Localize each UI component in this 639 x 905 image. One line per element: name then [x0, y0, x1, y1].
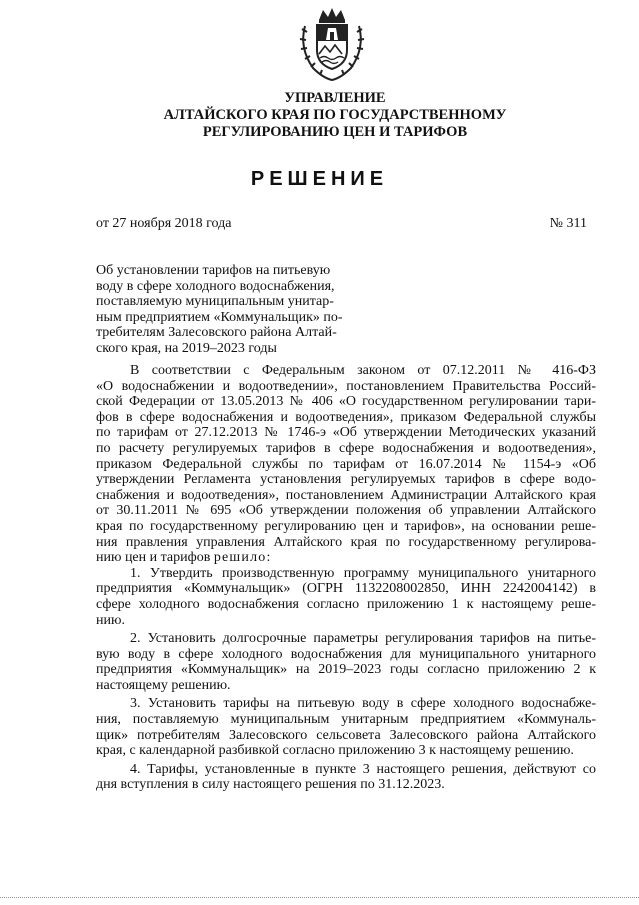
org-line: УПРАВЛЕНИЕ: [284, 90, 386, 106]
document-number: № 311: [549, 216, 587, 231]
preamble: [96, 363, 596, 566]
document-body: [96, 363, 596, 793]
organization-name: [100, 90, 570, 141]
subject-line: воду в сфере холодного водоснабжения,: [96, 278, 335, 294]
body-line: утверждении Регламента установления регулируемых тарифов в сфере водо-: [96, 472, 596, 488]
body-line: по тарифам от 27.12.2013 № 1746-э «Об утверждении Методических указаний: [96, 425, 596, 441]
body-line: фов в сфере водоснабжения и водоотведения», приказом Федеральной службы: [96, 409, 596, 425]
body-line: сфере холодного водоснабжения согласно приложению 1 к настоящему реше-: [96, 596, 596, 612]
item-2: [96, 631, 596, 693]
body-line: снабжения и водоотведения», постановлением Администрации Алтайского края: [96, 487, 596, 503]
org-line: АЛТАЙСКОГО КРАЯ ПО ГОСУДАРСТВЕННОМУ: [163, 107, 507, 123]
body-line: 4. Тарифы, установленные в пункте 3 настоящего решения, действуют со: [130, 761, 596, 777]
body-line: ния, поставляемую муниципальным унитарным предприятием «Коммуналь-: [96, 712, 596, 728]
body-line: предприятия «Коммунальщик» на 2019–2023 годы согласно приложению 2 к: [96, 662, 596, 678]
item-1: [96, 566, 596, 628]
subject-line: Об установлении тарифов на питьевую: [96, 263, 331, 278]
body-line: 3. Установить тарифы на питьевую воду в сфере холодного водоснабже-: [130, 696, 596, 712]
subject-line: ского края, на 2019–2023 годы: [96, 340, 277, 356]
document-title: РЕШЕНИЕ: [250, 168, 389, 190]
resolved-word: решило:: [213, 550, 272, 566]
body-line: ния правления управления Алтайского края по государственному регулирова-: [96, 534, 596, 550]
document-date: от 27 ноября 2018 года: [96, 216, 232, 231]
body-line: края, с календарной разбивкой согласно приложению 3 к настоящему решению.: [96, 743, 574, 759]
page-bottom-edge: [0, 897, 639, 898]
body-line: нию.: [96, 612, 125, 628]
item-3: [96, 696, 596, 758]
body-line: вую воду в сфере холодного водоснабжения для муниципального унитарного: [96, 646, 596, 662]
subject-line: требителям Залесовского района Алтай-: [96, 325, 337, 340]
body-line: приказом Федеральной службы по тарифам от 16.07.2014 № 1154-э «Об: [96, 456, 596, 472]
body-line: ской Федерации от 13.05.2013 № 406 «О государственном регулировании тари-: [96, 394, 596, 410]
body-line: по расчету регулируемых тарифов в сфере водоснабжения и водоотведения»,: [96, 440, 596, 456]
body-line: предприятия «Коммунальщик» (ОГРН 1132208002850, ИНН 2242004142) в: [96, 581, 596, 597]
body-line: [96, 550, 596, 566]
altai-krai-coat-of-arms-icon: [295, 6, 369, 82]
body-text: нию цен и тарифов: [96, 550, 211, 566]
body-line: дня вступления в силу настоящего решения по 31.12.2023.: [96, 777, 445, 793]
body-line: от 30.11.2011 № 695 «Об утверждении положения об управлении Алтайского: [96, 503, 596, 519]
subject-line: поставляемую муниципальным унитар-: [96, 294, 334, 309]
body-line: края по государственному регулированию цен и тарифов», на основании реше-: [96, 518, 596, 534]
body-line: настоящему решению.: [96, 677, 231, 693]
body-line: «О водоснабжении и водоотведении», постановлением Правительства Россий-: [96, 378, 596, 394]
body-line: 2. Установить долгосрочные параметры регулирования тарифов на питье-: [130, 631, 596, 647]
body-line: В соответствии с Федеральным законом от 07.12.2011 № 416-ФЗ: [130, 363, 596, 378]
subject-line: ным предприятием «Коммунальщик» по-: [96, 309, 343, 325]
document-subject: [96, 263, 354, 356]
item-4: [96, 762, 596, 793]
body-line: 1. Утвердить производственную программу муниципального унитарного: [130, 565, 596, 581]
body-line: щик» потребителям Залесовского сельсовета Залесовского района Алтайского: [96, 727, 596, 743]
org-line: РЕГУЛИРОВАНИЮ ЦЕН И ТАРИФОВ: [202, 124, 468, 140]
